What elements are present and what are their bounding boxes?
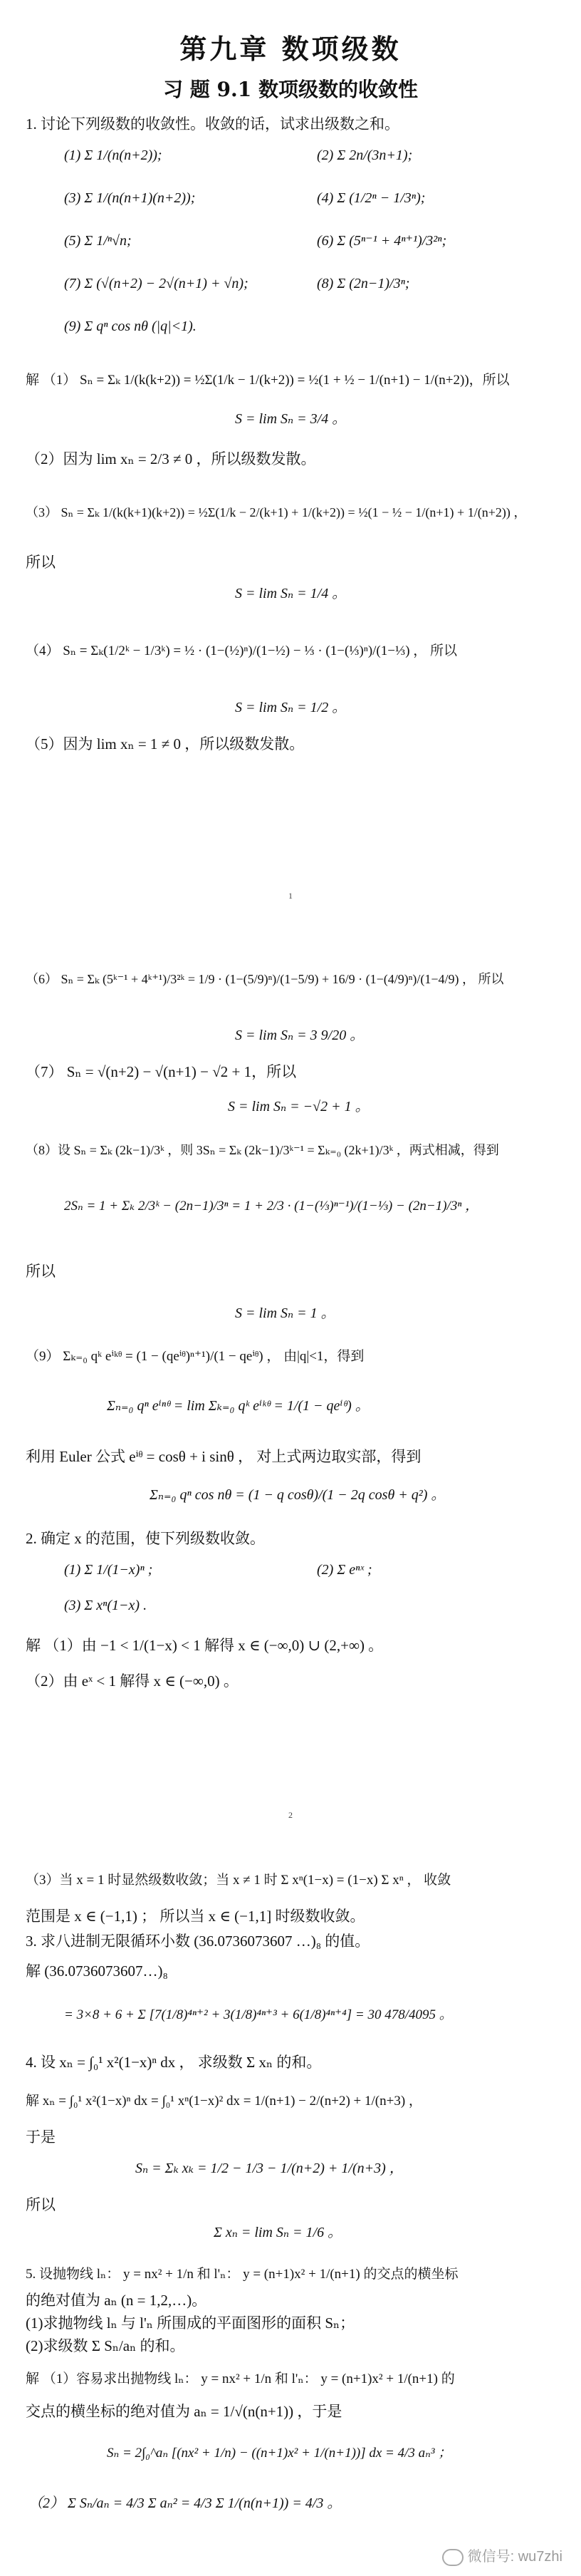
section-title: 习 题 9.1 数项级数的收敛性	[163, 78, 418, 101]
wechat-icon	[442, 2549, 464, 2566]
watermark-text: 微信号: wu7zhi	[467, 2549, 562, 2565]
solution-line: 所以	[26, 554, 56, 571]
solution-line: 解 （1）由 −1 < 1/(1−x) < 1 解得 x ∈ (−∞,0) ∪ (2,+∞) 。	[26, 1637, 384, 1654]
series-item: (8) Σ (2n−1)/3ⁿ;	[317, 276, 410, 291]
series-item: (2) Σ eⁿˣ ;	[317, 1562, 372, 1578]
solution-line: 2Sₙ = 1 + Σₖ 2/3ᵏ − (2n−1)/3ⁿ = 1 + 2/3 · (1−(⅓)ⁿ⁻¹)/(1−⅓) − (2n−1)/3ⁿ ，	[64, 1199, 479, 1214]
solution-line: 范围是 x ∈ (−1,1) ； 所以当 x ∈ (−1,1] 时级数收敛。	[26, 1908, 365, 1925]
solution-line: S = lim Sₙ = 3/4 。	[235, 411, 347, 427]
solution-line: 解 （1） Sₙ = Σₖ 1/(k(k+2)) = ½Σ(1/k − 1/(k+2)) = ½(1 + ½ − 1/(n+1) − 1/(n+2))，所以	[26, 373, 510, 388]
series-item: (7) Σ (√(n+2) − 2√(n+1) + √n);	[64, 276, 248, 291]
series-item: (6) Σ (5ⁿ⁻¹ + 4ⁿ⁺¹)/3²ⁿ;	[317, 233, 447, 249]
solution-line: S = lim Sₙ = 3 9/20 。	[235, 1028, 365, 1043]
solution-line: （3） Sₙ = Σₖ 1/(k(k+1)(k+2)) = ½Σ(1/k − 2/(k+1) + 1/(k+2)) = ½(1 − ½ − 1/(n+1) + 1/(n+2)) ，	[26, 505, 527, 519]
solution-line: 于是	[26, 2128, 56, 2146]
series-item: (4) Σ (1/2ⁿ − 1/3ⁿ);	[317, 190, 426, 206]
series-item: (9) Σ qⁿ cos nθ (|q|<1).	[64, 319, 197, 334]
solution-line: （7） Sₙ = √(n+2) − √(n+1) − √2 + 1，所以	[26, 1063, 297, 1080]
series-item: (5) Σ 1/ⁿ√n;	[64, 233, 132, 249]
solution-line: （8）设 Sₙ = Σₖ (2k−1)/3ᵏ ，则 3Sₙ = Σₖ (2k−1)/3ᵏ⁻¹ = Σₖ₌₀ (2k+1)/3ᵏ ，两式相减，得到	[26, 1143, 499, 1157]
solution-line: 利用 Euler 公式 eⁱᶿ = cosθ + i sinθ ， 对上式两边取实部，得到	[26, 1448, 422, 1465]
solution-line: （6） Sₙ = Σₖ (5ᵏ⁻¹ + 4ᵏ⁺¹)/3²ᵏ = 1/9 · (1−(5/9)ⁿ)/(1−5/9) + 16/9 · (1−(4/9)ⁿ)/(1−4/9) ， 所以	[26, 972, 504, 986]
solution-line: = 3×8 + 6 + Σ [7(1/8)⁴ⁿ⁺² + 3(1/8)⁴ⁿ⁺³ + 6(1/8)⁴ⁿ⁺⁴] = 30 478/4095 。	[64, 2007, 453, 2022]
problem-5-line: 的绝对值为 aₙ (n = 1,2,…)。	[26, 2292, 207, 2309]
solution-line: Sₙ = Σₖ xₖ = 1/2 − 1/3 − 1/(n+2) + 1/(n+3) ，	[135, 2161, 404, 2176]
solution-line: （3）当 x = 1 时显然级数收敛；当 x ≠ 1 时 Σ xⁿ(1−x) = (1−x) Σ xⁿ ， 收敛	[26, 1873, 451, 1888]
solution-line: Sₙ = 2∫₀^aₙ [(nx² + 1/n) − ((n+1)x² + 1/(n+1))] dx = 4/3 aₙ³ ；	[107, 2446, 452, 2461]
problem-5-prompt: 5. 设抛物线 lₙ： y = nx² + 1/n 和 l'ₙ： y = (n+1)x² + 1/(n+1) 的交点的横坐标	[26, 2267, 459, 2282]
problem-2-prompt: 2. 确定 x 的范围，使下列级数收敛。	[26, 1530, 265, 1547]
series-item: (2) Σ 2n/(3n+1);	[317, 148, 413, 163]
solution-line: （2） Σ Sₙ/aₙ = 4/3 Σ aₙ² = 4/3 Σ 1/(n(n+1)) = 4/3 。	[28, 2495, 342, 2511]
solution-line: S = lim Sₙ = 1 。	[235, 1305, 335, 1321]
page-number: 2	[288, 1810, 293, 1820]
solution-line: S = lim Sₙ = −√2 + 1 。	[228, 1099, 370, 1114]
solution-line: 交点的横坐标的绝对值为 aₙ = 1/√(n(n+1)) ，于是	[26, 2403, 342, 2420]
solution-line: （5）因为 lim xₙ = 1 ≠ 0 ，所以级数发散。	[26, 735, 305, 752]
problem-5-line: (2)求级数 Σ Sₙ/aₙ 的和。	[26, 2337, 185, 2354]
problem-1-prompt: 1. 讨论下列级数的收敛性。收敛的话，试求出级数之和。	[26, 115, 399, 133]
page-number: 1	[288, 891, 293, 901]
solution-line: 解 (36.0736073607…)₈	[26, 1962, 168, 1980]
series-item: (3) Σ xⁿ(1−x) .	[64, 1598, 147, 1613]
series-item: (1) Σ 1/(1−x)ⁿ ;	[64, 1562, 153, 1578]
solution-line: 所以	[26, 2196, 56, 2213]
solution-line: 解 （1）容易求出抛物线 lₙ： y = nx² + 1/n 和 l'ₙ： y = (n+1)x² + 1/(n+1) 的	[26, 2371, 455, 2386]
solution-line: 解 xₙ = ∫₀¹ x²(1−x)ⁿ dx = ∫₀¹ xⁿ(1−x)² dx = 1/(n+1) − 2/(n+2) + 1/(n+3) ，	[26, 2094, 422, 2109]
problem-4-prompt: 4. 设 xₙ = ∫₀¹ x²(1−x)ⁿ dx ， 求级数 Σ xₙ 的和。	[26, 2054, 322, 2071]
solution-line: （2）因为 lim xₙ = 2/3 ≠ 0 ，所以级数发散。	[26, 450, 316, 467]
watermark	[442, 2545, 562, 2566]
solution-line: Σ xₙ = lim Sₙ = 1/6 。	[214, 2225, 342, 2240]
solution-line: （4） Sₙ = Σₖ(1/2ᵏ − 1/3ᵏ) = ½ · (1−(½)ⁿ)/(1−½) − ⅓ · (1−(⅓)ⁿ)/(1−⅓) ， 所以	[26, 643, 458, 658]
series-item: (3) Σ 1/(n(n+1)(n+2));	[64, 190, 196, 206]
problem-5-line: (1)求抛物线 lₙ 与 l'ₙ 所围成的平面图形的面积 Sₙ；	[26, 2314, 355, 2332]
solution-line: （9） Σₖ₌₀ qᵏ eⁱᵏᶿ = (1 − (qeⁱᶿ)ⁿ⁺¹)/(1 − qeⁱᶿ) ， 由|q|<1，得到	[26, 1349, 365, 1364]
solution-line: S = lim Sₙ = 1/4 。	[235, 586, 347, 601]
solution-line: 所以	[26, 1263, 56, 1280]
solution-line: S = lim Sₙ = 1/2 。	[235, 700, 347, 715]
solution-line: Σₙ₌₀ qⁿ eⁱⁿᶿ = lim Σₖ₌₀ qᵏ eⁱᵏᶿ = 1/(1 − qeⁱᶿ) 。	[107, 1398, 370, 1414]
chapter-title: 第九章 数项级数	[179, 33, 402, 65]
series-item: (1) Σ 1/(n(n+2));	[64, 148, 162, 163]
problem-3-prompt: 3. 求八进制无限循环小数 (36.0736073607 …)₈ 的值。	[26, 1933, 370, 1950]
solution-line: Σₙ₌₀ qⁿ cos nθ = (1 − q cosθ)/(1 − 2q cosθ + q²) 。	[150, 1487, 446, 1503]
solution-line: （2）由 eˣ < 1 解得 x ∈ (−∞,0) 。	[26, 1672, 239, 1690]
